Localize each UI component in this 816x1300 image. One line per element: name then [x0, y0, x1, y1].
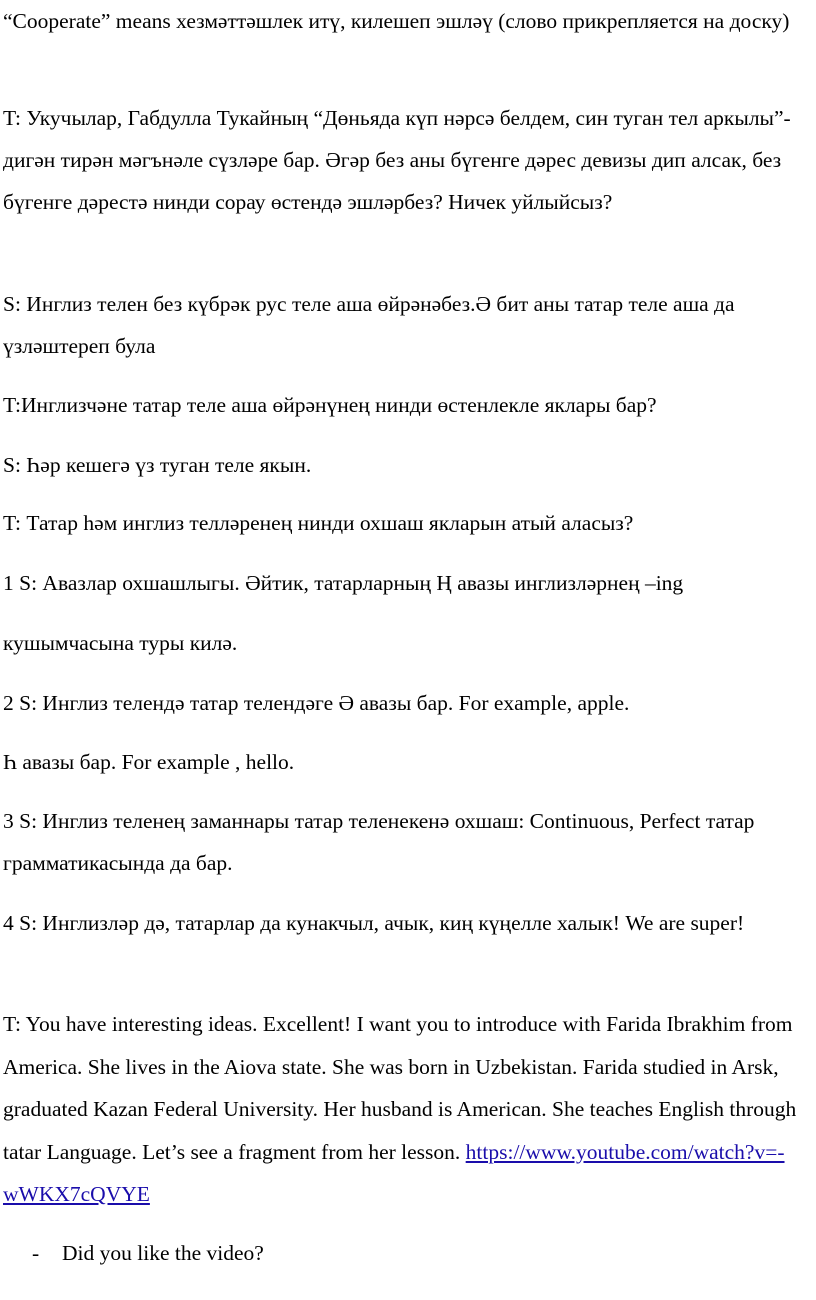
- paragraph-teacher-introduction: [3, 1003, 808, 1216]
- paragraph-teacher-introduction-text: T: You have interesting ideas. Excellent! I want you to introduce with Farida Ibrakhim from America. She lives in the Aiova state. She was born in Uzbekistan. Farida studied in Arsk, graduated Kazan Federal University. Her husband is American. She teaches English through tatar Language. Let’s see a fragment from her lesson.: [3, 1012, 797, 1164]
- paragraph-student-learning-through-russian: S: Инглиз телен без күбрәк рус теле аша өйрәнәбез.Ә бит аны татар теле аша да үзләштереп була: [3, 292, 735, 358]
- paragraph-student2-h-sound: Һ авазы бар. For example , hello.: [3, 750, 295, 774]
- bullet-item-video-question: [0, 1232, 816, 1274]
- paragraph-teacher-similarities-question: T: Татар һәм инглиз телләренең нинди охшаш якларын атый аласыз?: [3, 511, 634, 535]
- paragraph-cooperate-definition: “Cooperate” means хезмәттәшлек итү, килешеп эшләү (слово прикрепляется на доску): [3, 9, 790, 33]
- paragraph-student1-sounds: 1 S: Авазлар охшашлыгы. Әйтик, татарларның Ң авазы инглизләрнең –ing: [3, 571, 684, 595]
- paragraph-teacher-tukay-quote: T: Укучылар, Габдулла Тукайның “Дөньяда күп нәрсә белдем, син туган тел аркылы”-дигән тирән мәгънәле сүзләре бар. Әгәр без аны бүгенге дәрес девизы дип алсак, без бүгенге дәрестә нинди сорау өстендә эшләрбез? Ничек уйлыйсыз?: [3, 106, 791, 214]
- paragraph-student-native-language: S: Һәр кешегә үз туган теле якын.: [3, 453, 312, 477]
- youtube-video-link[interactable]: https://www.youtube.com/watch?v=-wWKX7cQVYE: [3, 1139, 785, 1206]
- paragraph-student3-tenses: 3 S: Инглиз теленең заманнары татар теленекенә охшаш: Continuous, Perfect татар грамматикасында да бар.: [3, 809, 755, 875]
- paragraph-student1-suffix: кушымчасына туры килә.: [3, 631, 238, 655]
- bullet-text: Did you like the video?: [62, 1241, 264, 1265]
- paragraph-student2-ae-sound: 2 S: Инглиз телендә татар телендәге Ә авазы бар. For example, apple.: [3, 691, 630, 715]
- bullet-marker: -: [32, 1241, 40, 1265]
- paragraph-student4-hospitable: 4 S: Инглизләр дә, татарлар да кунакчыл, ачык, киң күңелле халык! We are super!: [3, 911, 745, 935]
- paragraph-teacher-advantages-question: T:Инглизчәне татар теле аша өйрәнүнең нинди өстенлекле яклары бар?: [3, 393, 657, 417]
